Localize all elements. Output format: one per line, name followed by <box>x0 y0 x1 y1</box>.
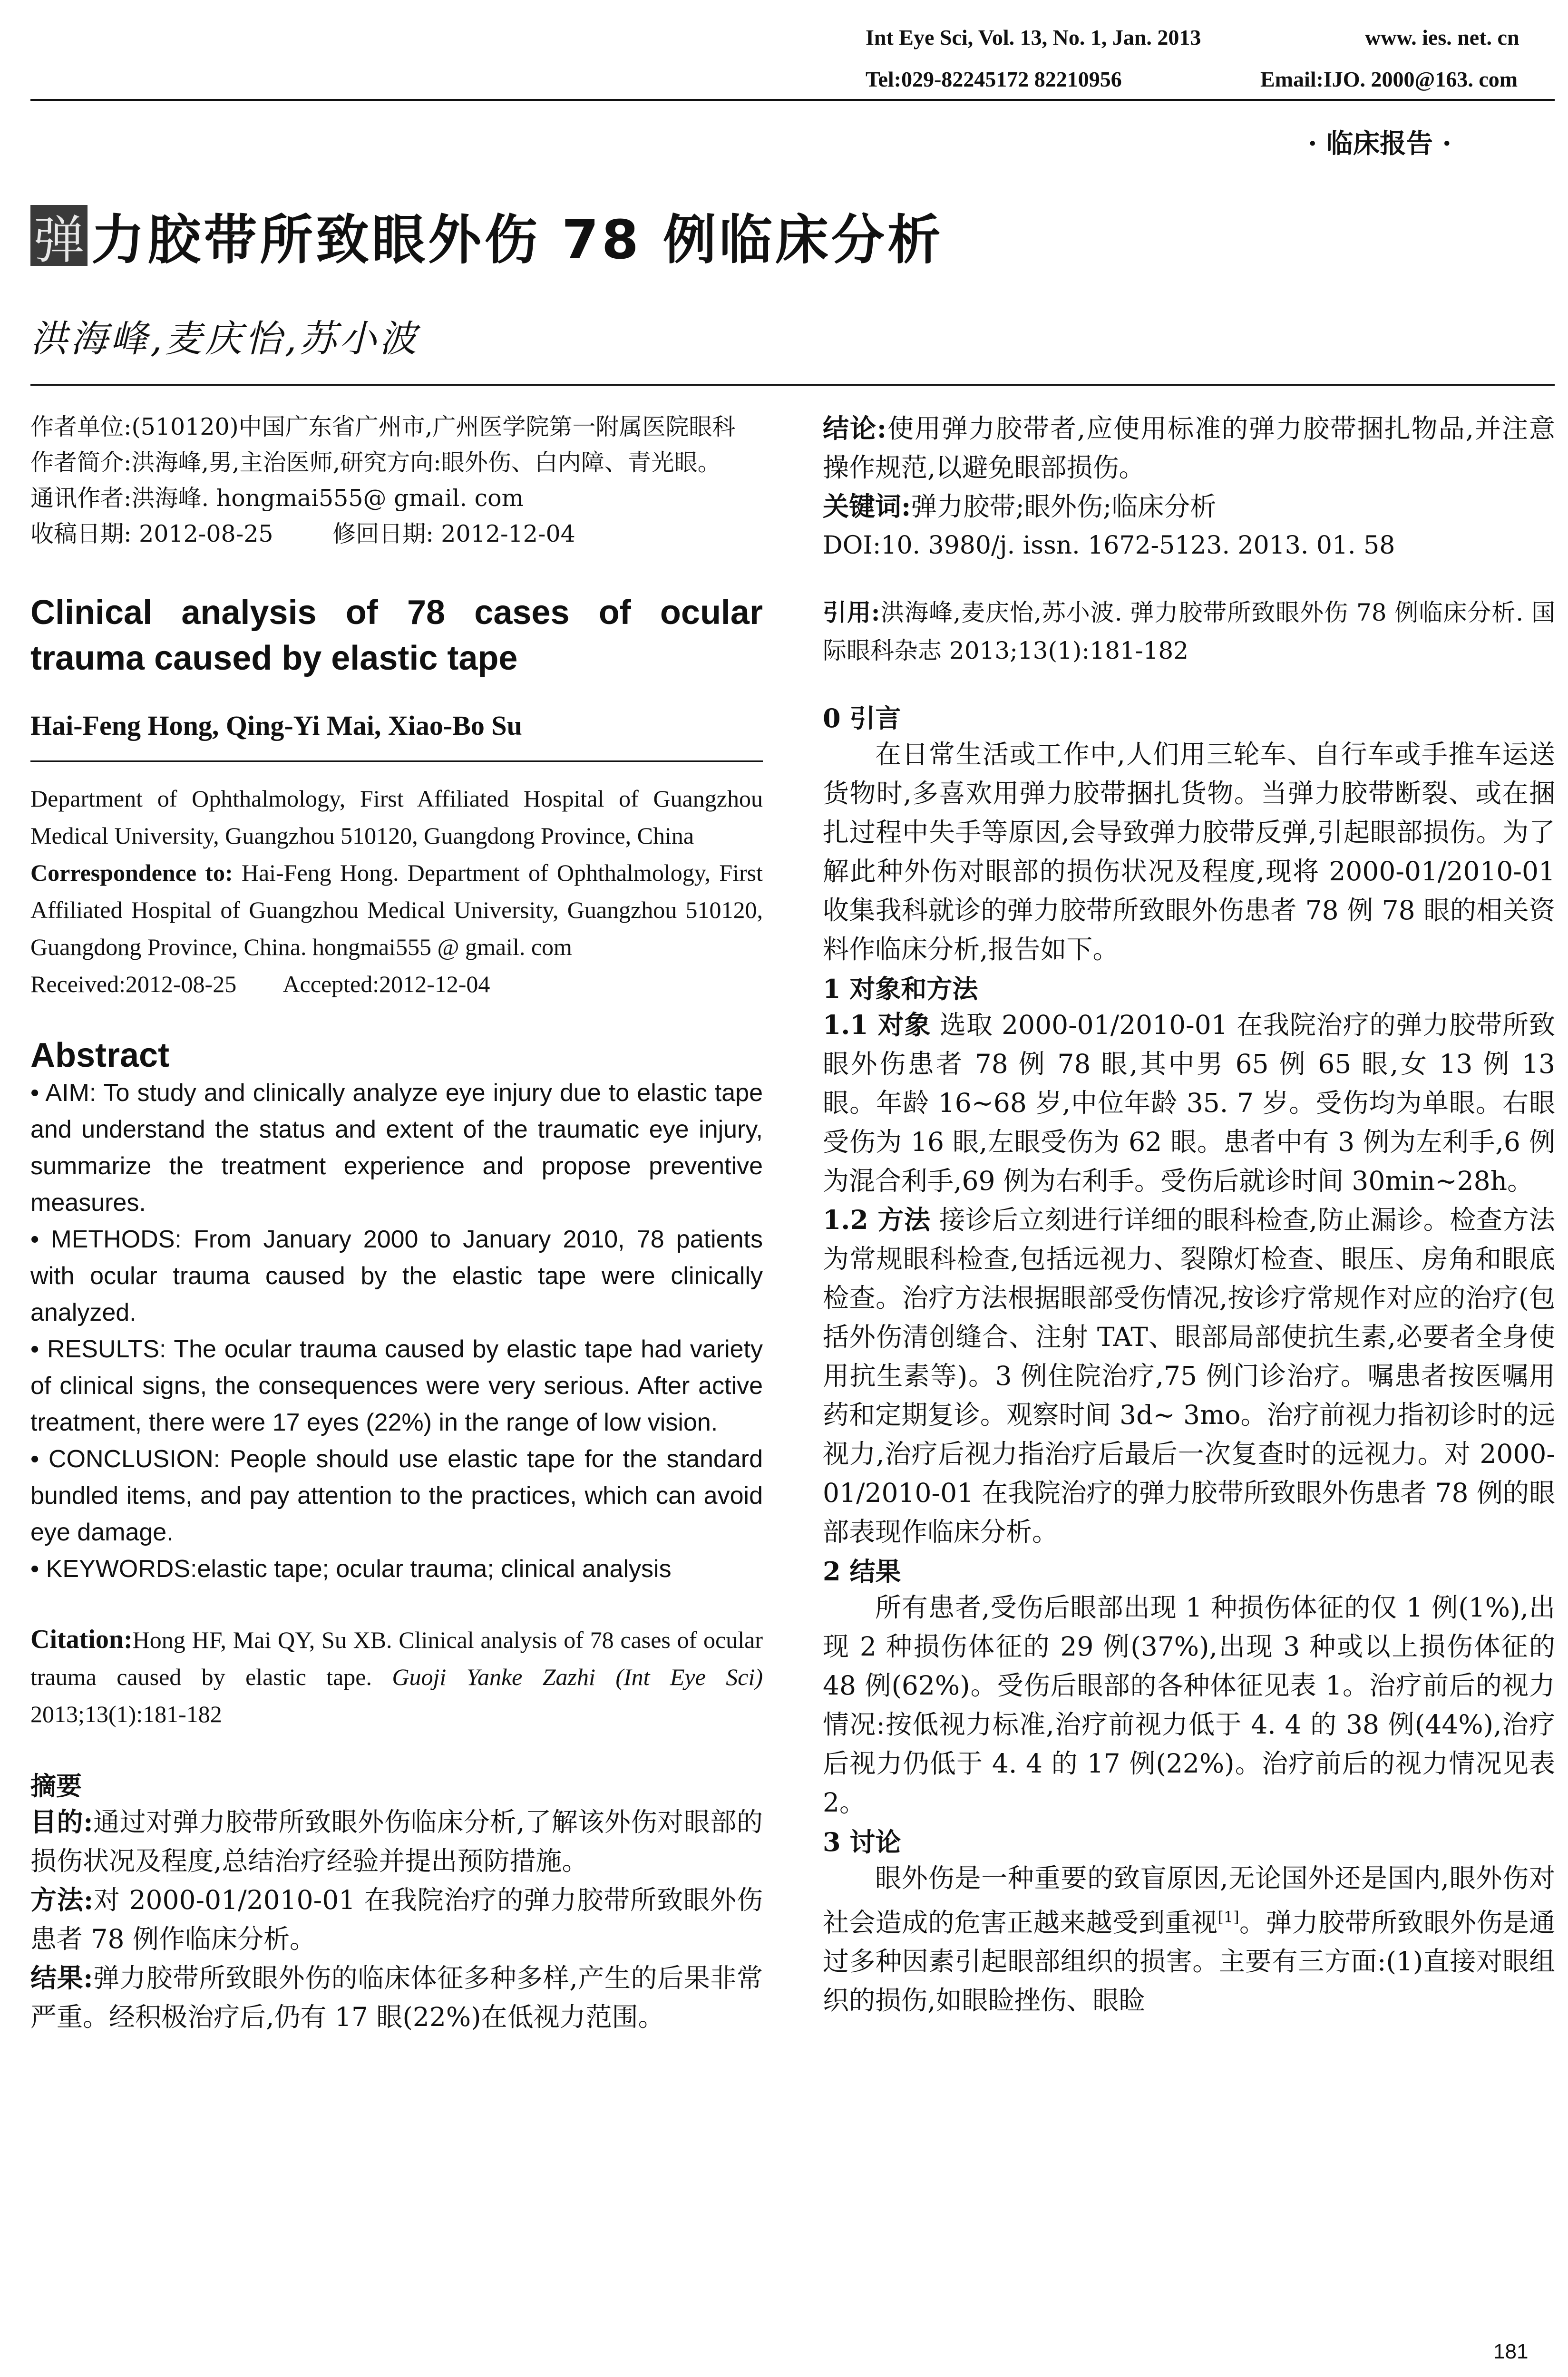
section-1-1 <box>823 1005 1555 1200</box>
correspondence-label: Correspondence to: <box>30 859 233 886</box>
received-accepted: Received:2012-08-25 Accepted:2012-12-04 <box>30 971 490 997</box>
journal-website: www. ies. net. cn <box>1365 25 1519 49</box>
author-affiliation: 作者单位:(510120)中国广东省广州市,广州医学院第一附属医院眼科 <box>30 413 736 440</box>
section-1-2 <box>823 1200 1555 1551</box>
section-3-body <box>823 1859 1555 2020</box>
zh-results-text: 弹力胶带所致眼外伤的临床体征多种多样,产生的后果非常严重。经积极治疗后,仍有 17 眼(22%)在低视力范围。 <box>30 1963 763 2032</box>
section-1-1-text: 选取 2000-01/2010-01 在我院治疗的弹力胶带所致眼外伤患者 78 例 78 眼,其中男 65 例 65 眼,女 13 例 13 眼。年龄 16~68 岁,中位年龄 35. 7 岁。受伤均为单眼。右眼受伤为 16 眼,左眼受伤为 62 眼。患者中有 3 例为左利手,6 例为混合利手,69 例为右利手。受伤后就诊时间 30min~28h。 <box>823 1010 1556 1196</box>
section-1-2-label: 1.2 方法 <box>823 1204 931 1235</box>
zh-citation-text: 洪海峰,麦庆怡,苏小波. 弹力胶带所致眼外伤 78 例临床分析. 国际眼科杂志 2013;13(1):181-182 <box>823 599 1555 664</box>
title-dropcap: 弹 <box>30 205 88 266</box>
zh-abstract-heading: 摘要 <box>30 1771 82 1801</box>
page-number: 181 <box>1493 2340 1529 2363</box>
citation-tail: 2013;13(1):181-182 <box>30 1701 222 1727</box>
zh-methods-text: 对 2000-01/2010-01 在我院治疗的弹力胶带所致眼外伤患者 78 例作临床分析。 <box>30 1885 763 1954</box>
department: Department of Ophthalmology, First Affiliated Hospital of Guangzhou Medical University, Guangzhou 510120, Guangdong Province, China <box>30 785 763 849</box>
correspondence-text: Hai-Feng Hong. Department of Ophthalmology, First Affiliated Hospital of Guangzhou Medical University, Guangzhou 510120, Guangdong Province, China. hongmai555 @ gmail. com <box>30 859 763 960</box>
zh-conclusion <box>823 409 1555 487</box>
zh-keywords <box>823 487 1555 526</box>
corresponding-author: 通讯作者:洪海峰. hongmai555@ gmail. com <box>30 485 524 512</box>
section-1-1-label: 1.1 对象 <box>823 1009 931 1040</box>
abstract-heading: Abstract <box>30 1036 170 1074</box>
correspondence <box>30 854 763 965</box>
section-2-body: 所有患者,受伤后眼部出现 1 种损伤体征的仅 1 例(1%),出现 2 种损伤体征的 29 例(37%),出现 3 种或以上损伤体征的 48 例(62%)。受伤后眼部的各种体征见表 1。治疗前后的视力情况:按低视力标准,治疗前视力低于 4. 4 的 38 例(44%),治疗后视力仍低于 4. 4 的 17 例(22%)。治疗前后的视力情况见表 2。 <box>823 1592 1555 1818</box>
journal-tel: Tel:029-82245172 82210956 <box>866 67 1122 91</box>
section-0-heading: 0 引言 <box>823 703 901 733</box>
abstract-methods: • METHODS: From January 2000 to January 2010, 78 patients with ocular trauma caused by the elastic tape were clinically analyzed. <box>30 1226 763 1326</box>
authors-cn: 洪海峰,麦庆怡,苏小波 <box>30 318 419 360</box>
citation-journal: Guoji Yanke Zazhi (Int Eye Sci) <box>392 1664 763 1690</box>
zh-aim-text: 通过对弹力胶带所致眼外伤临床分析,了解该外伤对眼部的损伤状况及程度,总结治疗经验并提出预防措施。 <box>30 1807 763 1876</box>
author-bio: 作者简介:洪海峰,男,主治医师,研究方向:眼外伤、白内障、青光眼。 <box>30 449 721 476</box>
abstract-aim: • AIM: To study and clinically analyze eye injury due to elastic tape and understand the status and extent of the traumatic eye injury, summarize the treatment experience and propose preventive measures. <box>30 1079 763 1217</box>
abstract-results: • RESULTS: The ocular trauma caused by elastic tape had variety of clinical signs, the consequences were very serious. After active treatment, there were 17 eyes (22%) in the range of low vision. <box>30 1335 763 1436</box>
english-authors: Hai-Feng Hong, Qing-Yi Mai, Xiao-Bo Su <box>30 710 522 741</box>
doi: DOI:10. 3980/j. issn. 1672-5123. 2013. 01. 58 <box>823 531 1395 560</box>
section-3-text-b: 。弹力胶带所致眼外伤是通过多种因素引起眼部组织的损害。主要有三方面:(1)直接对眼组织的损伤,如眼睑挫伤、眼睑 <box>823 1907 1555 2016</box>
reference-marker[interactable]: [1] <box>1217 1908 1239 1926</box>
right-column <box>823 409 1555 2020</box>
journal-email: Email:IJO. 2000@163. com <box>1260 67 1518 91</box>
zh-keywords-label: 关键词: <box>823 491 911 522</box>
zh-methods-label: 方法: <box>30 1884 94 1915</box>
section-2-heading: 2 结果 <box>823 1556 901 1587</box>
zh-results-label: 结果: <box>30 1962 93 1993</box>
section-0-body: 在日常生活或工作中,人们用三轮车、自行车或手推车运送货物时,多喜欢用弹力胶带捆扎货物。当弹力胶带断裂、或在捆扎过程中失手等原因,会导致弹力胶带反弹,引起眼部损伤。为了解此种外伤对眼部的损伤状况及程度,现将 2000-01/2010-01 收集我科就诊的弹力胶带所致眼外伤患者 78 例 78 眼的相关资料作临床分析,报告如下。 <box>823 739 1555 964</box>
section-tag: · 临床报告 · <box>1308 128 1451 159</box>
english-title: Clinical analysis of 78 cases of ocular trauma caused by elastic tape <box>30 594 763 677</box>
zh-keywords-text: 弹力胶带;眼外伤;临床分析 <box>911 491 1217 522</box>
citation-label: Citation: <box>30 1625 133 1654</box>
zh-methods <box>30 1880 763 1958</box>
title-text: 力胶带所致眼外伤 78 例临床分析 <box>91 209 944 271</box>
section-3-text-a: 眼外伤是一种重要的致盲原因,无论国外还是国内,眼外伤对社会造成的危害正越来越受到重视 <box>823 1863 1555 1938</box>
abstract-keywords: • KEYWORDS:elastic tape; ocular trauma; clinical analysis <box>30 1555 672 1583</box>
dates: 收稿日期: 2012-08-25 修回日期: 2012-12-04 <box>30 520 575 547</box>
section-3-heading: 3 讨论 <box>823 1827 901 1857</box>
zh-aim-label: 目的: <box>30 1806 93 1837</box>
journal-info: Int Eye Sci, Vol. 13, No. 1, Jan. 2013 <box>866 25 1201 49</box>
title-rule <box>30 384 1555 386</box>
section-1-2-text: 接诊后立刻进行详细的眼科检查,防止漏诊。检查方法为常规眼科检查,包括远视力、裂隙灯检查、眼压、房角和眼底检查。治疗方法根据眼部受伤情况,按诊疗常规作对应的治疗(包括外伤清创缝合、注射 TAT、眼部局部使抗生素,必要者全身使用抗生素等)。3 例住院治疗,75 例门诊治疗。嘱患者按医嘱用药和定期复诊。观察时间 3d~ 3mo。治疗前视力指初诊时的远视力,治疗后视力指治疗后最后一次复查时的远视力。对 2000-01/2010-01 在我院治疗的弹力胶带所致眼外伤患者 78 例的眼部表现作临床分析。 <box>823 1205 1555 1547</box>
english-authors-rule <box>30 760 763 762</box>
zh-conclusion-label: 结论: <box>823 413 887 444</box>
article-title <box>30 200 944 271</box>
zh-aim <box>30 1802 763 1880</box>
abstract-conclusion: • CONCLUSION: People should use elastic tape for the standard bundled items, and pay attention to the practices, which can avoid eye damage. <box>30 1445 763 1546</box>
section-1-heading: 1 对象和方法 <box>823 974 978 1004</box>
header-rule <box>30 99 1555 101</box>
zh-citation <box>823 594 1555 670</box>
zh-citation-label: 引用: <box>823 598 880 626</box>
left-column <box>30 409 763 2036</box>
citation-text: Hong HF, Mai QY, Su XB. Clinical analysis of 78 cases of ocular trauma caused by elastic tape. <box>30 1627 763 1690</box>
zh-conclusion-text: 使用弹力胶带者,应使用标准的弹力胶带捆扎物品,并注意操作规范,以避免眼部损伤。 <box>823 413 1555 483</box>
zh-results <box>30 1958 763 2036</box>
citation <box>30 1621 763 1733</box>
